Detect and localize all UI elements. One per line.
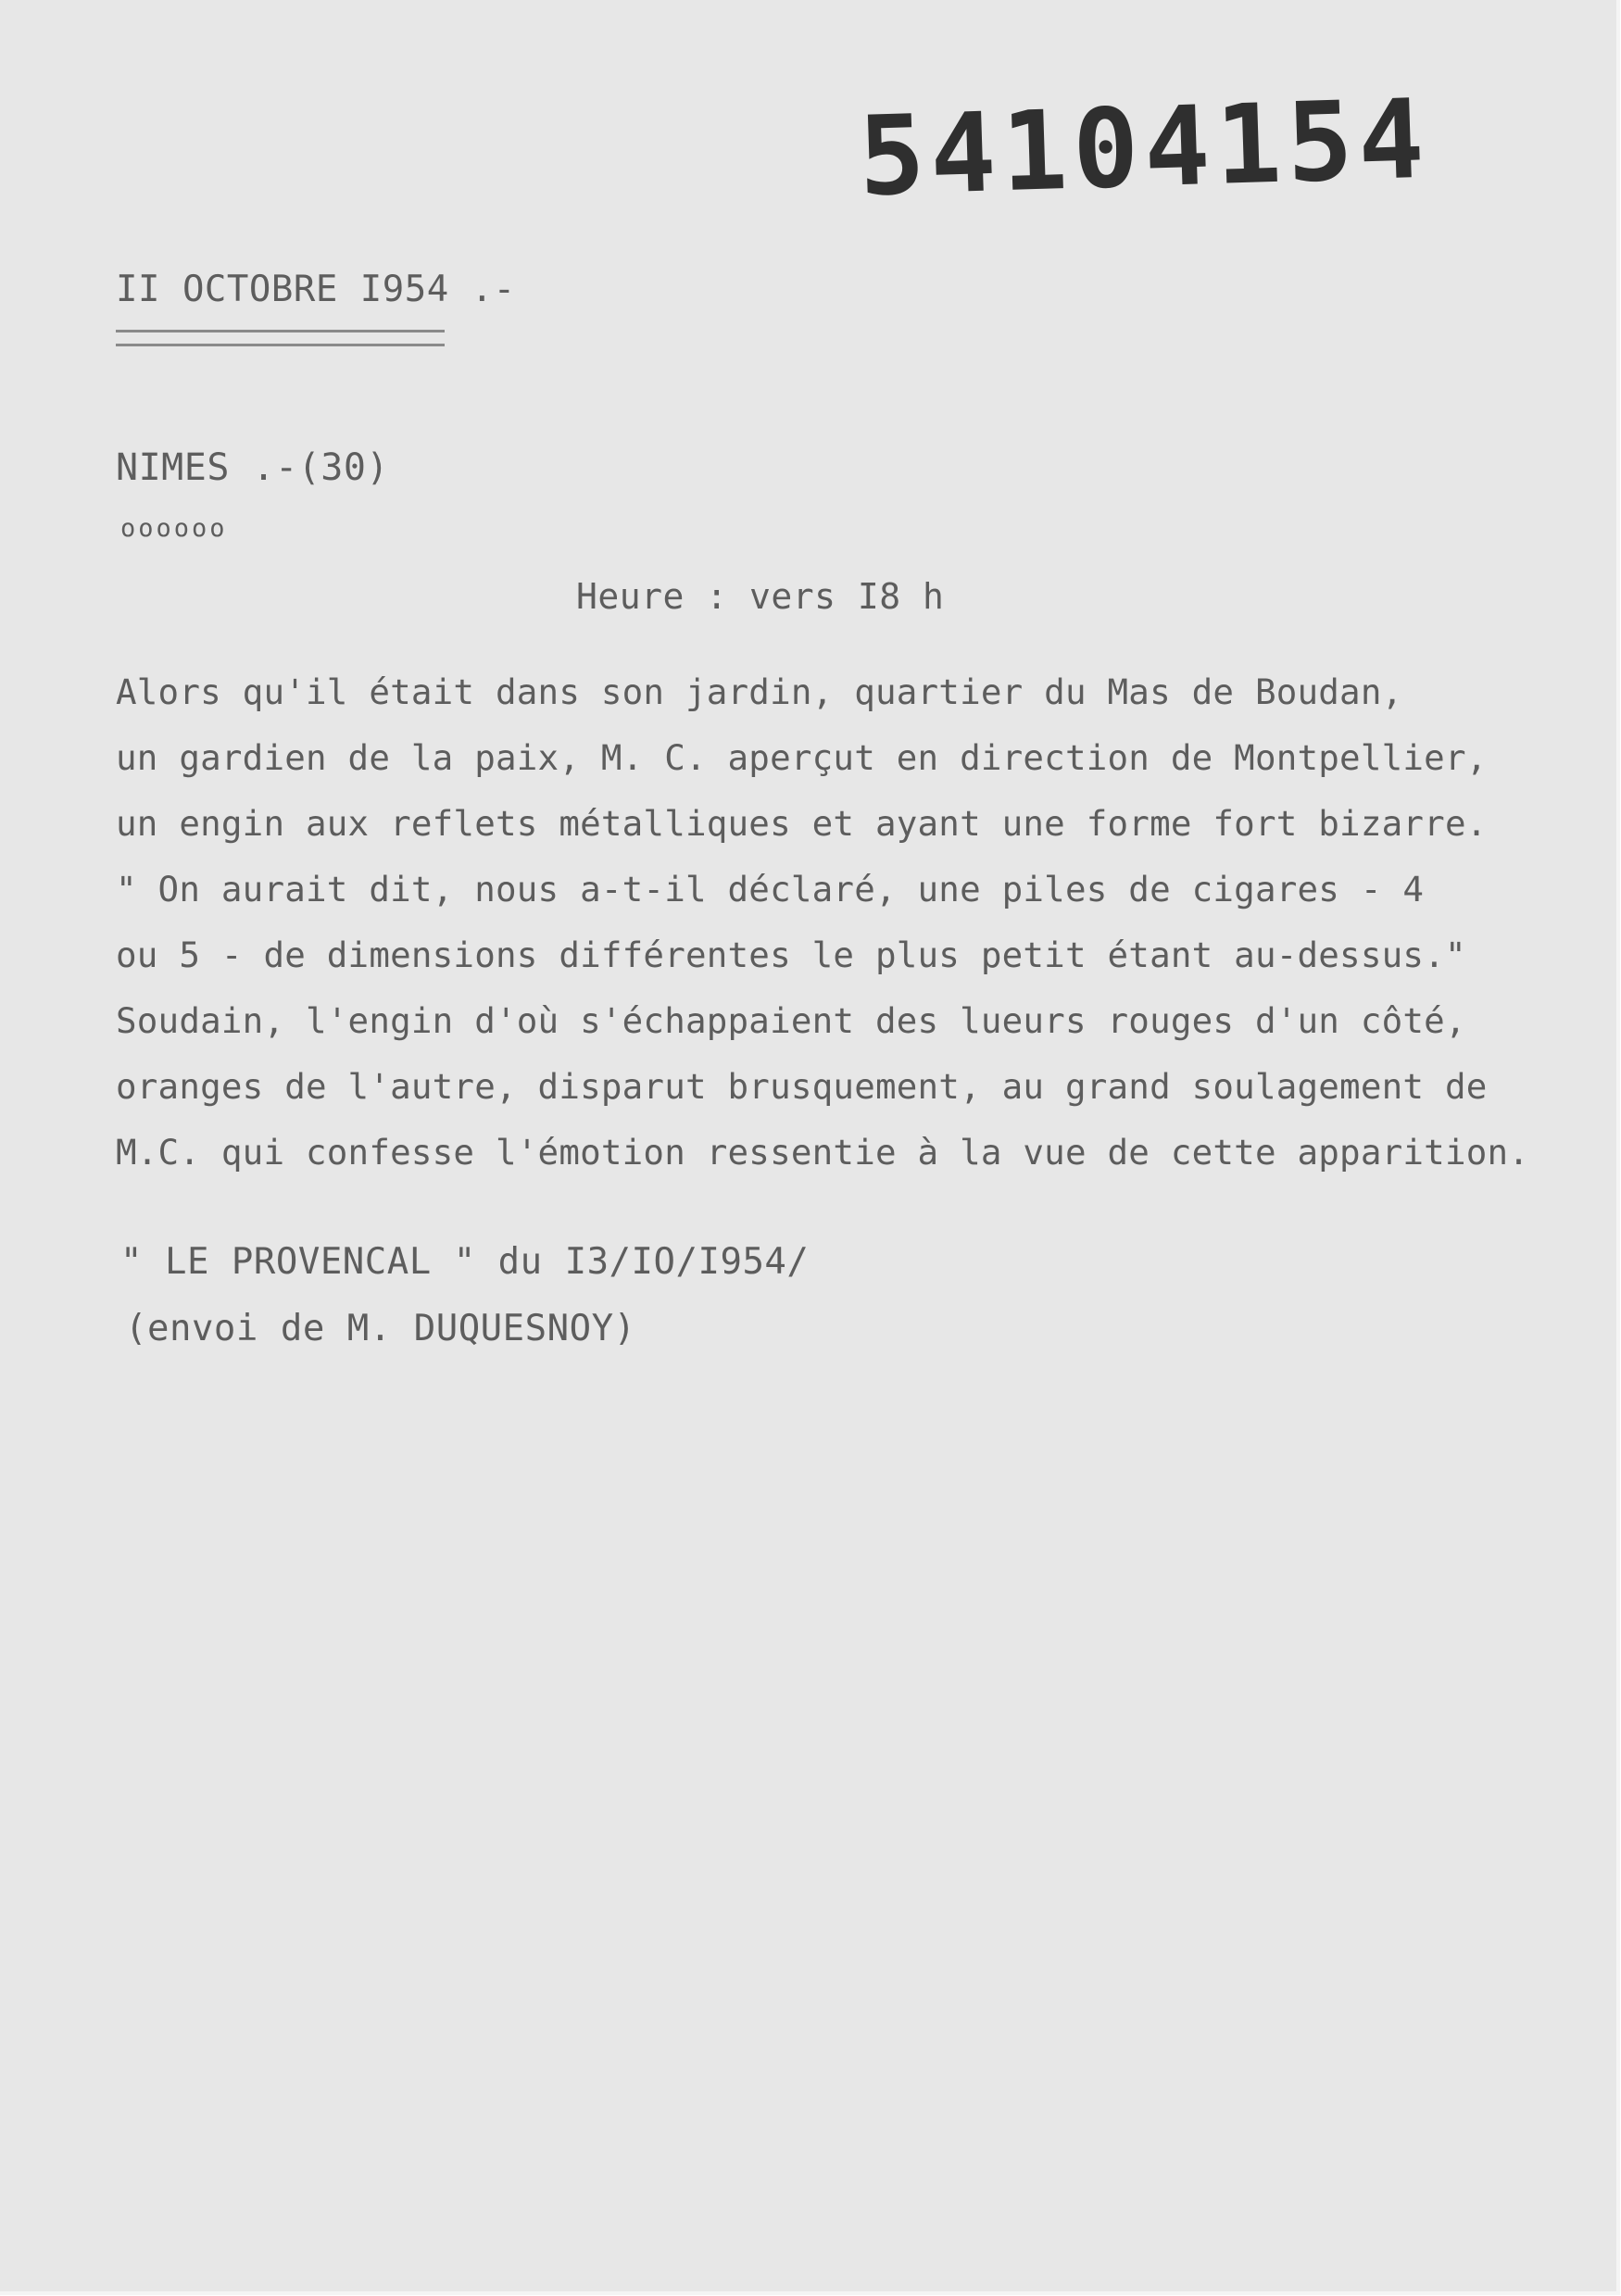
newspaper-source: " LE PROVENCAL " du I3/IO/I954/ <box>120 1241 810 1283</box>
body-line: " On aurait dit, nous a-t-il déclaré, une piles de cigares - 4 <box>116 869 1425 910</box>
body-line: un gardien de la paix, M. C. aperçut en direction de Montpellier, <box>116 737 1488 778</box>
body-line: ou 5 - de dimensions différentes le plus petit étant au-dessus." <box>116 935 1466 975</box>
report-body <box>116 659 1589 1186</box>
body-line: M.C. qui confesse l'émotion ressentie à la vue de cette apparition. <box>116 1132 1530 1173</box>
report-place: NIMES .-(30) <box>116 446 389 489</box>
body-line: un engin aux reflets métalliques et ayant une forme fort bizarre. <box>116 803 1488 844</box>
report-date: II OCTOBRE I954 .- <box>116 269 516 310</box>
body-line: oranges de l'autre, disparut brusquement, au grand soulagement de <box>116 1066 1488 1107</box>
date-double-underline <box>116 330 445 346</box>
observation-time: Heure : vers I8 h <box>576 576 945 617</box>
sender-note: (envoi de M. DUQUESNOY) <box>125 1308 636 1349</box>
body-line: Alors qu'il était dans son jardin, quartier du Mas de Boudan, <box>116 671 1403 712</box>
separator-marks: oooooo <box>120 514 228 543</box>
body-line: Soudain, l'engin d'où s'échappaient des lueurs rouges d'un côté, <box>116 1000 1466 1041</box>
reference-number-stamp: 54104154 <box>857 74 1432 220</box>
